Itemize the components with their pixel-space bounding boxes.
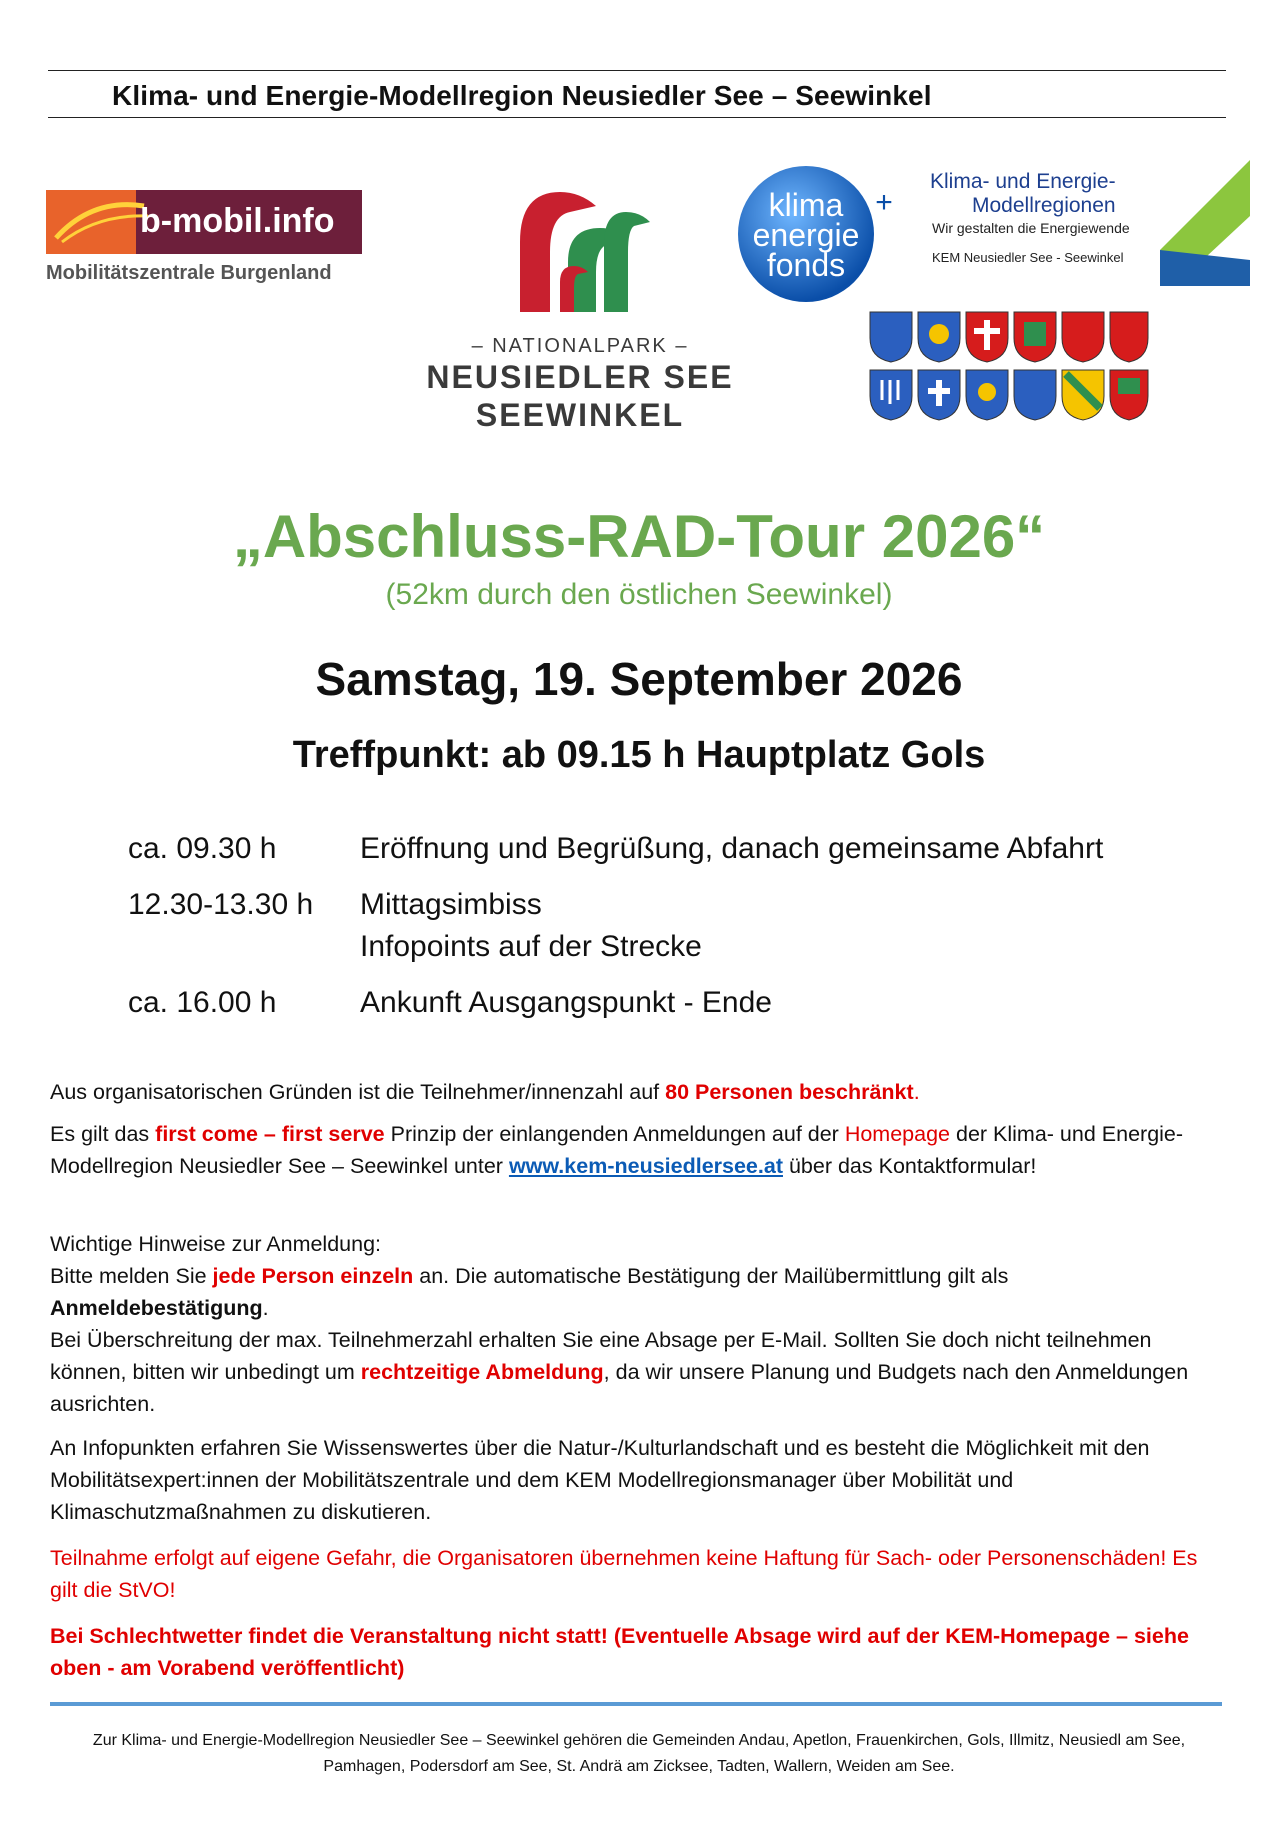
- kem-website-link[interactable]: www.kem-neusiedlersee.at: [508, 1154, 783, 1178]
- timely-cancellation: rechtzeitige Abmeldung: [360, 1360, 604, 1384]
- kem-tagline: Wir gestalten die Energiewende: [932, 220, 1130, 236]
- kem-logo: [910, 160, 1250, 290]
- header-bottom-rule: [48, 117, 1226, 118]
- kem-chevron-icon: [1160, 160, 1250, 290]
- footer-divider: [50, 1702, 1222, 1706]
- header-top-rule: [48, 70, 1226, 71]
- kem-region: KEM Neusiedler See - Seewinkel: [932, 250, 1124, 265]
- event-subtitle: (52km durch den östlichen Seewinkel): [385, 578, 893, 611]
- participant-limit: 80 Personen beschränkt: [665, 1080, 914, 1104]
- klima-energie-fonds-logo: [734, 160, 904, 310]
- schedule-desc-extra: Infopoints auf der Strecke: [360, 930, 702, 963]
- registration-notes-paragraph: Wichtige Hinweise zur Anmeldung: Bitte melden Sie jede Person einzeln an. Die automatische Bestätigung der Mailübermittlung gilt als Anmeldebestätigung. Bei Überschreitung der max. Teilnehmerzahl erhalten Sie eine Absage per E-Mail. Sollten Sie doch nicht teilnehmen können, bitten wir unbedingt um rechtzeitige Abmeldung, da wir unsere Planung und Budgets nach den Anmeldungen ausrichten.: [50, 1228, 1230, 1420]
- event-meeting-point: Treffpunkt: ab 09.15 h Hauptplatz Gols: [292, 734, 986, 776]
- nationalpark-label: – NATIONALPARK –: [471, 335, 689, 357]
- registration-notes-heading: Wichtige Hinweise zur Anmeldung:: [50, 1232, 382, 1256]
- schedule-time: ca. 09.30 h: [128, 832, 277, 865]
- registration-paragraph: Es gilt das first come – first serve Prinzip der einlangenden Anmeldungen auf der Homepage der Klima- und Energie-Modellregion Neusiedler See – Seewinkel unter www.kem-neusiedlersee.at über das Kontaktformular!: [50, 1122, 1184, 1178]
- coat-of-arms-row-1: [870, 312, 1148, 362]
- coat-of-arms-row-2: [870, 370, 1148, 420]
- kem-line2: Modellregionen: [972, 194, 1116, 217]
- schedule-desc: Ankunft Ausgangspunkt - Ende: [360, 986, 772, 1019]
- homepage-label: Homepage: [844, 1122, 951, 1146]
- participant-limit-paragraph: Aus organisatorischen Gründen ist die Teilnehmer/innenzahl auf 80 Personen beschränkt.: [50, 1080, 920, 1104]
- svg-text:+: +: [875, 186, 893, 219]
- schedule-time: ca. 16.00 h: [128, 986, 277, 1019]
- bmobil-name: b-mobil.info: [140, 202, 335, 240]
- schedule-time: 12.30-13.30 h: [128, 888, 314, 921]
- bad-weather-notice: Bei Schlechtwetter findet die Veranstaltung nicht statt! (Eventuelle Absage wird auf der KEM-Homepage – siehe oben - am Vorabend veröffentlicht): [50, 1624, 1189, 1680]
- svg-text:fonds: fonds: [766, 247, 846, 283]
- liability-notice: Teilnahme erfolgt auf eigene Gefahr, die Organisatoren übernehmen keine Haftung für Sach- oder Personenschäden! Es gilt die StVO!: [50, 1546, 1198, 1602]
- infopoints-paragraph: An Infopunkten erfahren Sie Wissenswertes über die Natur-/Kulturlandschaft und es besteht die Möglichkeit mit den Mobilitätsexpert:innen der Mobilitätszentrale und dem KEM Modellregionsmanager über Mobilität und Klimaschutzmaßnahmen zu diskutieren.: [50, 1436, 1150, 1524]
- event-date: Samstag, 19. September 2026: [315, 653, 963, 705]
- event-title: „Abschluss-RAD-Tour 2026“: [232, 503, 1046, 570]
- svg-text:energie: energie: [752, 217, 860, 253]
- svg-text:klima: klima: [768, 187, 844, 223]
- swoosh-icon: [52, 198, 152, 246]
- schedule-desc: Mittagsimbiss: [360, 888, 542, 921]
- first-come-first-serve: first come – first serve: [155, 1122, 385, 1146]
- each-person-individually: jede Person einzeln: [212, 1264, 414, 1288]
- birds-icon: [500, 182, 660, 322]
- registration-confirmation: Anmeldebestätigung: [50, 1296, 263, 1320]
- nationalpark-line2: NEUSIEDLER SEE: [426, 359, 734, 395]
- nationalpark-logo: [420, 182, 740, 434]
- bmobil-logo: [46, 190, 362, 285]
- nationalpark-line3: SEEWINKEL: [475, 397, 685, 433]
- footer-municipalities: Zur Klima- und Energie-Modellregion Neusiedler See – Seewinkel gehören die Gemeinden Andau, Apetlon, Frauenkirchen, Gols, Illmitz, Neusiedl am See, Pamhagen, Podersdorf am See, St. Andrä am Zicksee, Tadten, Wallern, Weiden am See.: [92, 1732, 1186, 1775]
- bmobil-subtitle: Mobilitätszentrale Burgenland: [46, 262, 332, 284]
- kem-line1: Klima- und Energie-: [930, 170, 1116, 193]
- municipal-coats-of-arms: [868, 308, 1150, 426]
- schedule-desc: Eröffnung und Begrüßung, danach gemeinsame Abfahrt: [360, 832, 1104, 865]
- header-title: Klima- und Energie-Modellregion Neusiedler See – Seewinkel: [112, 80, 932, 111]
